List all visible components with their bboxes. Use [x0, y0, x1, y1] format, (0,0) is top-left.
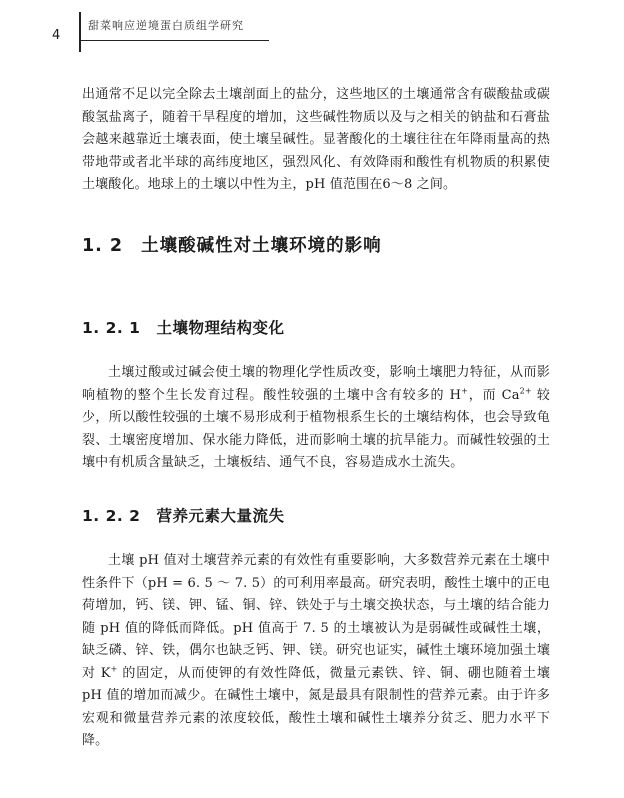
subsection-number: 1. 2. 1 — [82, 319, 141, 337]
page-number: 4 — [52, 28, 61, 43]
paragraph-text: 较少，所以酸性较强的土壤不易形成利于植物根系生长的土壤结构体，也会导致龟裂、土壤密度增加、保水能力降低，进而影响土壤的抗旱能力。而碱性较强的土壤中有机质含量缺乏，土壤板结、通气不良，容易造成水土流失。 — [82, 387, 550, 470]
page-header — [0, 0, 624, 50]
header-horizontal-rule — [79, 40, 269, 41]
subsection-1-2-1-body — [82, 362, 550, 475]
paragraph-text: ，而 Ca — [467, 387, 520, 403]
subsection-title: 土壤物理结构变化 — [156, 319, 285, 337]
paragraph-text: 的固定，从而使钾的有效性降低，微量元素铁、锌、铜、硼也随着土壤 pH 值的增加而减少。在碱性土壤中，氮是最具有限制性的营养元素。由于许多宏观和微量营养元素的浓度较低，酸性土壤和碱性土壤养分贫乏、肥力水平下降。 — [82, 665, 550, 748]
superscript: + — [110, 664, 118, 674]
subsection-heading-1-2-2 — [82, 504, 284, 526]
paragraph-text: 土壤过酸或过碱会使土壤的物理化学性质改变，影响土壤肥力特征，从而影响植物的整个生长发育过程。酸性较强的土壤中含有较多的 H — [82, 365, 550, 403]
intro-paragraph: 出通常不足以完全除去土壤剖面上的盐分，这些地区的土壤通常含有碳酸盐或碳酸氢盐离子，随着干旱程度的增加，这些碱性物质以及与之相关的钠盐和石膏盐会越来越靠近土壤表面，使土壤呈碱性。显著酸化的土壤往往在年降雨量高的热带地带或者北半球的高纬度地区，强烈风化、有效降雨和酸性有机物质的积累使土壤酸化。地球上的土壤以中性为主，pH 值范围在6～8 之间。 — [82, 87, 550, 192]
paragraph-text: 土壤 pH 值对土壤营养元素的有效性有重要影响，大多数营养元素在土壤中性条件下（pH = 6. 5 ～ 7. 5）的可利用率最高。研究表明，酸性土壤中的正电荷增加，钙、镁、钾、锰、铜、锌、铁处于与土壤交换状态，与土壤的结合能力随 pH 值的降低而降低。pH 值高于 7. 5 的土壤被认为是弱碱性或碱性土壤，缺乏磷、锌、铁，偶尔也缺乏钙、钾、镁。研究也证实，碱性土壤环境加强土壤对 K — [82, 553, 550, 681]
subsection-heading-1-2-1 — [82, 316, 284, 338]
section-number: 1. 2 — [82, 236, 124, 256]
section-title: 土壤酸碱性对土壤环境的影响 — [141, 236, 382, 256]
subsection-number: 1. 2. 2 — [82, 507, 141, 525]
subsection-title: 营养元素大量流失 — [156, 507, 285, 525]
header-vertical-rule — [79, 12, 81, 52]
superscript: + — [461, 386, 468, 396]
intro-block — [82, 84, 550, 197]
running-title: 甜菜响应逆境蛋白质组学研究 — [88, 19, 244, 32]
subsection-1-2-2-body — [82, 550, 550, 753]
section-heading-1-2 — [82, 232, 382, 257]
nutrient-loss-paragraph — [82, 550, 550, 753]
physical-structure-paragraph — [82, 362, 550, 475]
superscript: 2+ — [519, 386, 532, 396]
